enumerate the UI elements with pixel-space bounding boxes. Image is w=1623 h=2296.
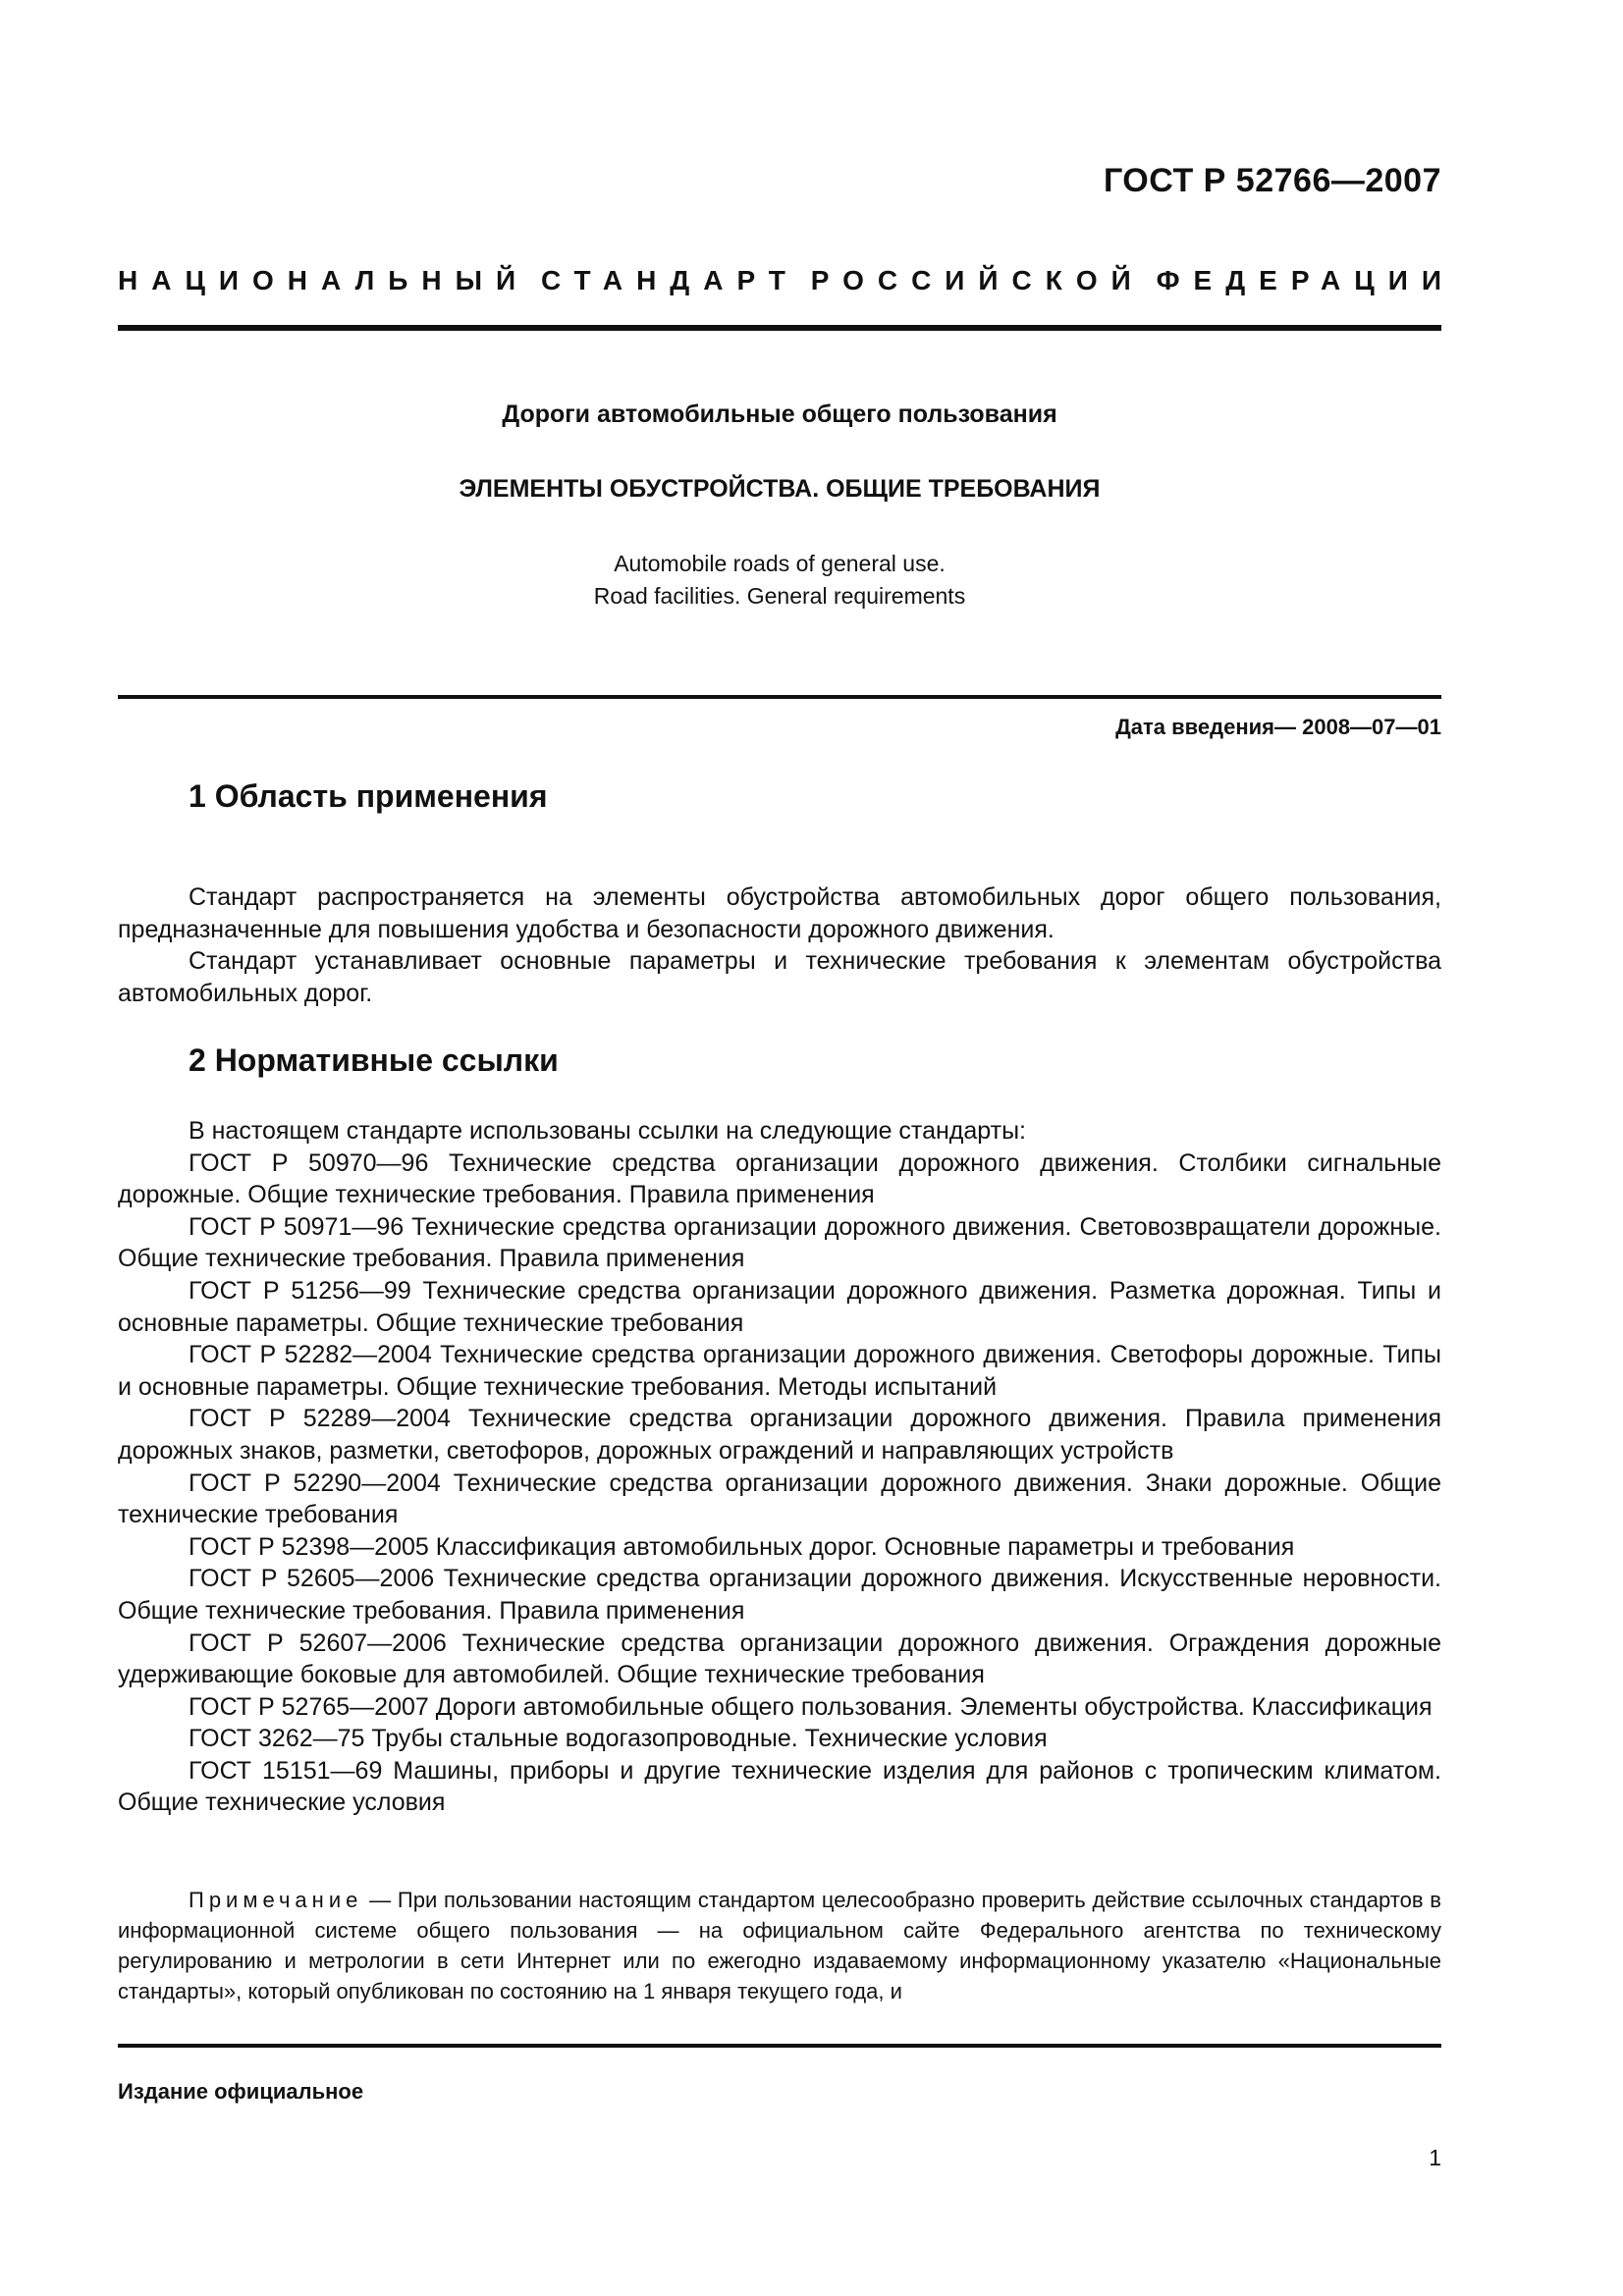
reference-item: ГОСТ Р 50971—96 Технические средства организации дорожного движения. Световозвращатели дорожные. Общие технические требования. Правила применения: [118, 1212, 1441, 1273]
banner-word: НАЦИОНАЛЬНЫЙ: [118, 265, 530, 295]
reference-item: ГОСТ Р 50970—96 Технические средства организации дорожного движения. Столбики сигнальные дорожные. Общие технические требования. Правила применения: [118, 1148, 1441, 1209]
title-divider: [118, 695, 1441, 699]
section1-body: [118, 881, 1441, 1009]
note-label: Примечание: [189, 1888, 363, 1912]
reference-item: ГОСТ Р 52398—2005 Классификация автомобильных дорог. Основные параметры и требования: [189, 1532, 1295, 1561]
paragraph: Стандарт устанавливает основные параметры и технические требования к элементам обустройства автомобильных дорог.: [118, 947, 1441, 1007]
document-title: Дороги автомобильные общего пользования: [502, 400, 1057, 428]
edition-label: Издание официальное: [118, 2079, 364, 2104]
banner-word: ФЕДЕРАЦИИ: [1156, 265, 1455, 295]
introduction-date: Дата введения— 2008—07—01: [1115, 715, 1441, 739]
reference-item: ГОСТ Р 52289—2004 Технические средства организации дорожного движения. Правила применения дорожных знаков, разметки, светофоров, дорожных ограждений и направляющих устройств: [118, 1405, 1441, 1465]
document-page: [118, 0, 1455, 2296]
paragraph: В настоящем стандарте использованы ссылки на следующие стандарты:: [189, 1117, 1027, 1145]
english-title-line: Automobile roads of general use.: [614, 551, 946, 576]
note-paragraph: [118, 1885, 1441, 2006]
paragraph: Стандарт распространяется на элементы обустройства автомобильных дорог общего пользования, предназначенные для повышения удобства и безопасности дорожного движения.: [118, 883, 1441, 943]
gost-number: ГОСТ Р 52766—2007: [1103, 162, 1441, 199]
section-heading: 1 Область применения: [189, 778, 548, 814]
banner-word: СТАНДАРТ: [541, 265, 799, 295]
reference-item: ГОСТ Р 52765—2007 Дороги автомобильные общего пользования. Элементы обустройства. Классификация: [189, 1692, 1433, 1721]
reference-item: ГОСТ 3262—75 Трубы стальные водогазопроводные. Технические условия: [189, 1725, 1048, 1753]
note-text: — При пользовании настоящим стандартом целесообразно проверить действие ссылочных стандартов в информационной системе общего пользования — на официальном сайте Федерального агентства по техническому регулированию и метрологии в сети Интернет или по ежегодно издаваемому информационному указателю «Национальные стандарты», который опубликован по состоянию на 1 января текущего года, и: [118, 1888, 1441, 2003]
section-heading: 2 Нормативные ссылки: [189, 1042, 559, 1078]
note-block: [118, 1885, 1441, 2006]
english-title-line: Road facilities. General requirements: [593, 583, 966, 609]
header-divider: [118, 325, 1441, 331]
reference-item: ГОСТ 15151—69 Машины, приборы и другие технические изделия для районов с тропическим климатом. Общие технические условия: [118, 1756, 1441, 1817]
section2-body: [118, 1115, 1441, 1819]
national-standard-banner: [118, 265, 1455, 296]
reference-item: ГОСТ Р 52605—2006 Технические средства организации дорожного движения. Искусственные неровности. Общие технические требования. Правила применения: [118, 1565, 1441, 1625]
document-subtitle: ЭЛЕМЕНТЫ ОБУСТРОЙСТВА. ОБЩИЕ ТРЕБОВАНИЯ: [459, 475, 1101, 503]
footer-divider: [118, 2044, 1441, 2048]
english-title: [118, 548, 1441, 613]
reference-item: ГОСТ Р 51256—99 Технические средства организации дорожного движения. Разметка дорожная. Типы и основные параметры. Общие технические требования: [118, 1276, 1441, 1337]
reference-item: ГОСТ Р 52282—2004 Технические средства организации дорожного движения. Светофоры дорожные. Типы и основные параметры. Общие технические требования. Методы испытаний: [118, 1341, 1441, 1401]
banner-word: РОССИЙСКОЙ: [810, 265, 1145, 295]
reference-item: ГОСТ Р 52607—2006 Технические средства организации дорожного движения. Ограждения дорожные удерживающие боковые для автомобилей. Общие технические требования: [118, 1629, 1441, 1689]
reference-item: ГОСТ Р 52290—2004 Технические средства организации дорожного движения. Знаки дорожные. Общие технические требования: [118, 1468, 1441, 1529]
page-number: 1: [1429, 2145, 1441, 2170]
